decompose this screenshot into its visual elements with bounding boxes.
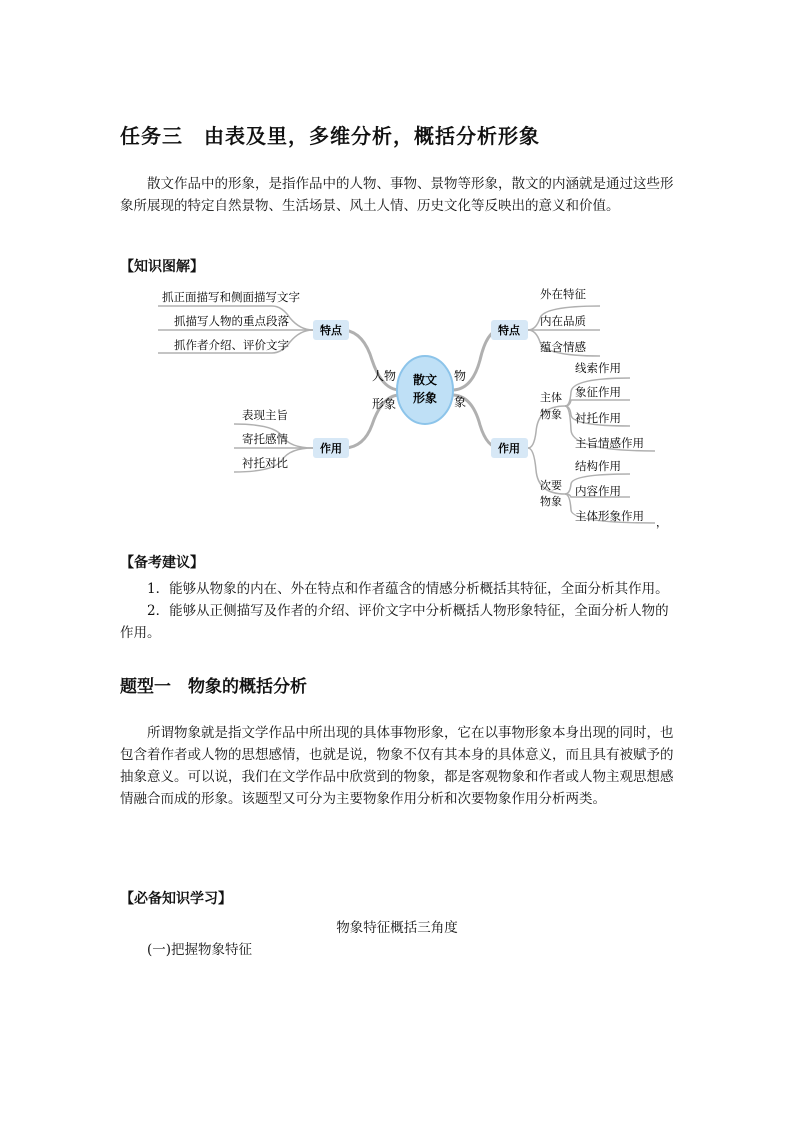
suggest-item: 1．能够从物象的内在、外在特点和作者蕴含的情感分析概括其特征，全面分析其作用。 <box>147 581 669 597</box>
left-branch-label-1: 人物 <box>371 369 397 383</box>
left-zuoyong-item: 寄托感情 <box>242 432 288 446</box>
left-branch-label-2: 形象 <box>371 397 397 411</box>
section-suggest-heading: 【备考建议】 <box>120 555 204 571</box>
zhuti-item: 象征作用 <box>575 385 621 399</box>
center-label-1: 散文 <box>412 373 438 387</box>
ciyao-item: 内容作用 <box>575 484 621 498</box>
intro-paragraph <box>120 173 680 217</box>
type-text: 所谓物象就是指文学作品中所出现的具体事物形象，它在以事物形象本身出现的同时，也包含着作者或人物的思想感情，也就是说，物象不仅有其本身的具体意义，而且具有被赋予的抽象意义。可以说，我们在文学作品中欣赏到的物象，都是客观物象和作者或人物主观思想感情融合而成的形象。该题型又可分为主要物象作用分析和次要物象作用分析两类。 <box>120 725 674 807</box>
left-tedian-item: 抓作者介绍、评价文字 <box>174 338 289 352</box>
left-zuoyong-item: 衬托对比 <box>242 456 288 470</box>
right-branch-label-1: 物 <box>453 369 467 383</box>
suggest-list <box>120 578 680 644</box>
center-label-2: 形象 <box>412 391 438 405</box>
right-tedian-item: 内在品质 <box>540 314 586 328</box>
zhuti-item: 衬托作用 <box>575 411 621 425</box>
left-tedian-item: 抓正面描写和侧面描写文字 <box>162 290 300 304</box>
zhuti-item: 线索作用 <box>575 361 621 375</box>
knowledge-diagram <box>150 282 670 532</box>
left-zuoyong-label: 作用 <box>320 442 342 455</box>
section-knowledge-heading: 【知识图解】 <box>120 259 204 275</box>
suggest-item: 2．能够从正侧描写及作者的介绍、评价文字中分析概括人物形象特征，全面分析人物的作用。 <box>120 603 669 641</box>
trailing-mark: ， <box>656 516 667 529</box>
center-node <box>397 356 453 424</box>
left-zuoyong-item: 表现主旨 <box>242 408 288 422</box>
section-must-heading: 【必备知识学习】 <box>120 891 232 907</box>
ciyao-item: 主体形象作用 <box>575 509 644 523</box>
sub-heading: (一)把握物象特征 <box>147 942 253 958</box>
zhuti-label-2: 物象 <box>540 408 562 421</box>
zhuti-label-1: 主体 <box>540 391 562 404</box>
right-tedian-item: 外在特征 <box>540 287 586 301</box>
right-tedian-item: 蕴含情感 <box>540 340 586 354</box>
caption: 物象特征概括三角度 <box>336 920 458 936</box>
left-tedian-label: 特点 <box>320 324 342 337</box>
right-zuoyong-label: 作用 <box>498 442 520 455</box>
ciyao-label-1: 次要 <box>540 479 562 492</box>
left-tedian-item: 抓描写人物的重点段落 <box>174 314 289 328</box>
intro-text: 散文作品中的形象，是指作品中的人物、事物、景物等形象，散文的内涵就是通过这些形象所展现的特定自然景物、生活场景、风土人情、历史文化等反映出的意义和价值。 <box>120 176 674 214</box>
type-paragraph <box>120 722 680 810</box>
right-branch-label-2: 象 <box>453 395 467 409</box>
right-tedian-label: 特点 <box>498 324 520 337</box>
page-title: 任务三 由表及里，多维分析，概括分析形象 <box>120 124 540 148</box>
ciyao-label-2: 物象 <box>540 495 562 508</box>
type-title: 题型一 物象的概括分析 <box>120 677 307 697</box>
zhuti-item: 主旨情感作用 <box>575 436 644 450</box>
ciyao-item: 结构作用 <box>575 459 621 473</box>
